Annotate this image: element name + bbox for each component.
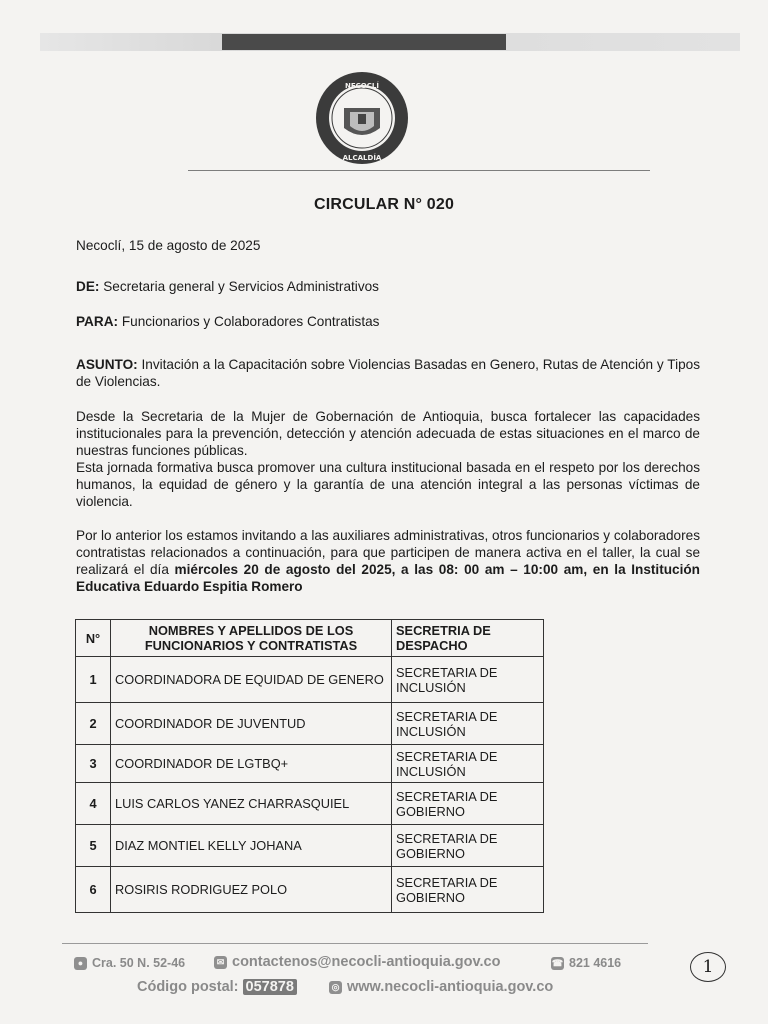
header-names: NOMBRES Y APELLIDOS DE LOS FUNCIONARIOS Y CONTRATISTAS xyxy=(111,620,392,657)
row-department: SECRETARIA DE GOBIERNO xyxy=(392,825,544,867)
header-number: N° xyxy=(76,620,111,657)
to-label: PARA: xyxy=(76,314,119,329)
row-number: 2 xyxy=(76,703,111,745)
from-value: Secretaria general y Servicios Administrativos xyxy=(103,279,379,294)
header-bar-dark xyxy=(222,34,506,50)
row-name: DIAZ MONTIEL KELLY JOHANA xyxy=(111,825,392,867)
svg-text:ALCALDÍA: ALCALDÍA xyxy=(342,154,382,162)
row-name: COORDINADOR DE LGTBQ+ xyxy=(111,745,392,783)
from-label: DE: xyxy=(76,279,100,294)
table-row xyxy=(76,657,544,703)
subject-label: ASUNTO: xyxy=(76,357,138,372)
footer-address: ● Cra. 50 N. 52-46 xyxy=(74,956,185,970)
paragraph-1: Desde la Secretaria de la Mujer de Gobernación de Antioquia, busca fortalecer las capacidades institucionales para la prevención, detección y atención adecuada de estas situaciones en el marco de nuestras funciones públicas. xyxy=(76,409,700,458)
municipality-seal-logo xyxy=(314,70,410,166)
row-number: 1 xyxy=(76,657,111,703)
paragraph-3-text: Por lo anterior los estamos invitando a las auxiliares administrativas, otros funcionarios y colaboradores contratistas relacionados a continuación, para que participen de manera activa en el taller, la cual se realizará el día xyxy=(76,528,700,577)
to-line xyxy=(76,313,379,330)
postal-label: Código postal: xyxy=(137,979,239,995)
row-department: SECRETARIA DE GOBIERNO xyxy=(392,783,544,825)
phone-icon: ☎ xyxy=(551,958,564,969)
footer-postal xyxy=(137,979,297,995)
web-icon: ◎ xyxy=(329,981,342,994)
from-line xyxy=(76,278,379,295)
footer-website[interactable]: ◎ www.necocli-antioquia.gov.co xyxy=(329,979,553,995)
footer-email[interactable]: ✉ contactenos@necocli-antioquia.gov.co xyxy=(214,954,500,970)
header-rule xyxy=(188,170,650,171)
subject-value: Invitación a la Capacitación sobre Violencias Basadas en Genero, Rutas de Atención y Tipos de Violencias. xyxy=(76,357,701,389)
table-row xyxy=(76,867,544,913)
mail-icon: ✉ xyxy=(214,956,227,969)
paragraph-2: Esta jornada formativa busca promover una cultura institucional basada en el respeto por los derechos humanos, la equidad de género y la garantía de una atención integral a las personas víctimas de violencia. xyxy=(76,460,700,509)
invitation-block xyxy=(76,527,700,595)
row-number: 3 xyxy=(76,745,111,783)
page-number: 1 xyxy=(690,952,726,982)
row-department: SECRETARIA DE INCLUSIÓN xyxy=(392,703,544,745)
row-department: SECRETARIA DE GOBIERNO xyxy=(392,867,544,913)
row-name: ROSIRIS RODRIGUEZ POLO xyxy=(111,867,392,913)
location-icon: ● xyxy=(74,957,87,970)
row-department: SECRETARIA DE INCLUSIÓN xyxy=(392,745,544,783)
footer-rule xyxy=(62,943,648,944)
participants-table xyxy=(75,619,544,913)
footer-phone: ☎ 821 4616 xyxy=(551,956,622,970)
subject-block xyxy=(76,356,700,390)
circular-title: CIRCULAR N° 020 xyxy=(313,196,455,213)
intro-block xyxy=(76,408,700,510)
row-name: LUIS CARLOS YANEZ CHARRASQUIEL xyxy=(111,783,392,825)
row-name: COORDINADORA DE EQUIDAD DE GENERO xyxy=(111,657,392,703)
table-row xyxy=(76,825,544,867)
paragraph-3-event-details: miércoles 20 de agosto del 2025, a las 08: 00 am – 10:00 am, en la Institución Educativa Eduardo Espitia Romero xyxy=(76,562,700,594)
table-header-row xyxy=(76,620,544,657)
row-number: 4 xyxy=(76,783,111,825)
postal-code: 057878 xyxy=(243,979,297,995)
row-number: 5 xyxy=(76,825,111,867)
row-name: COORDINADOR DE JUVENTUD xyxy=(111,703,392,745)
svg-text:NECOCLÍ: NECOCLÍ xyxy=(345,82,379,90)
table-row xyxy=(76,745,544,783)
row-number: 6 xyxy=(76,867,111,913)
table-row xyxy=(76,783,544,825)
table-row xyxy=(76,703,544,745)
header-department: SECRETRIA DE DESPACHO xyxy=(392,620,544,657)
date-line: Necoclí, 15 de agosto de 2025 xyxy=(76,238,261,253)
row-department: SECRETARIA DE INCLUSIÓN xyxy=(392,657,544,703)
to-value: Funcionarios y Colaboradores Contratistas xyxy=(121,314,380,329)
